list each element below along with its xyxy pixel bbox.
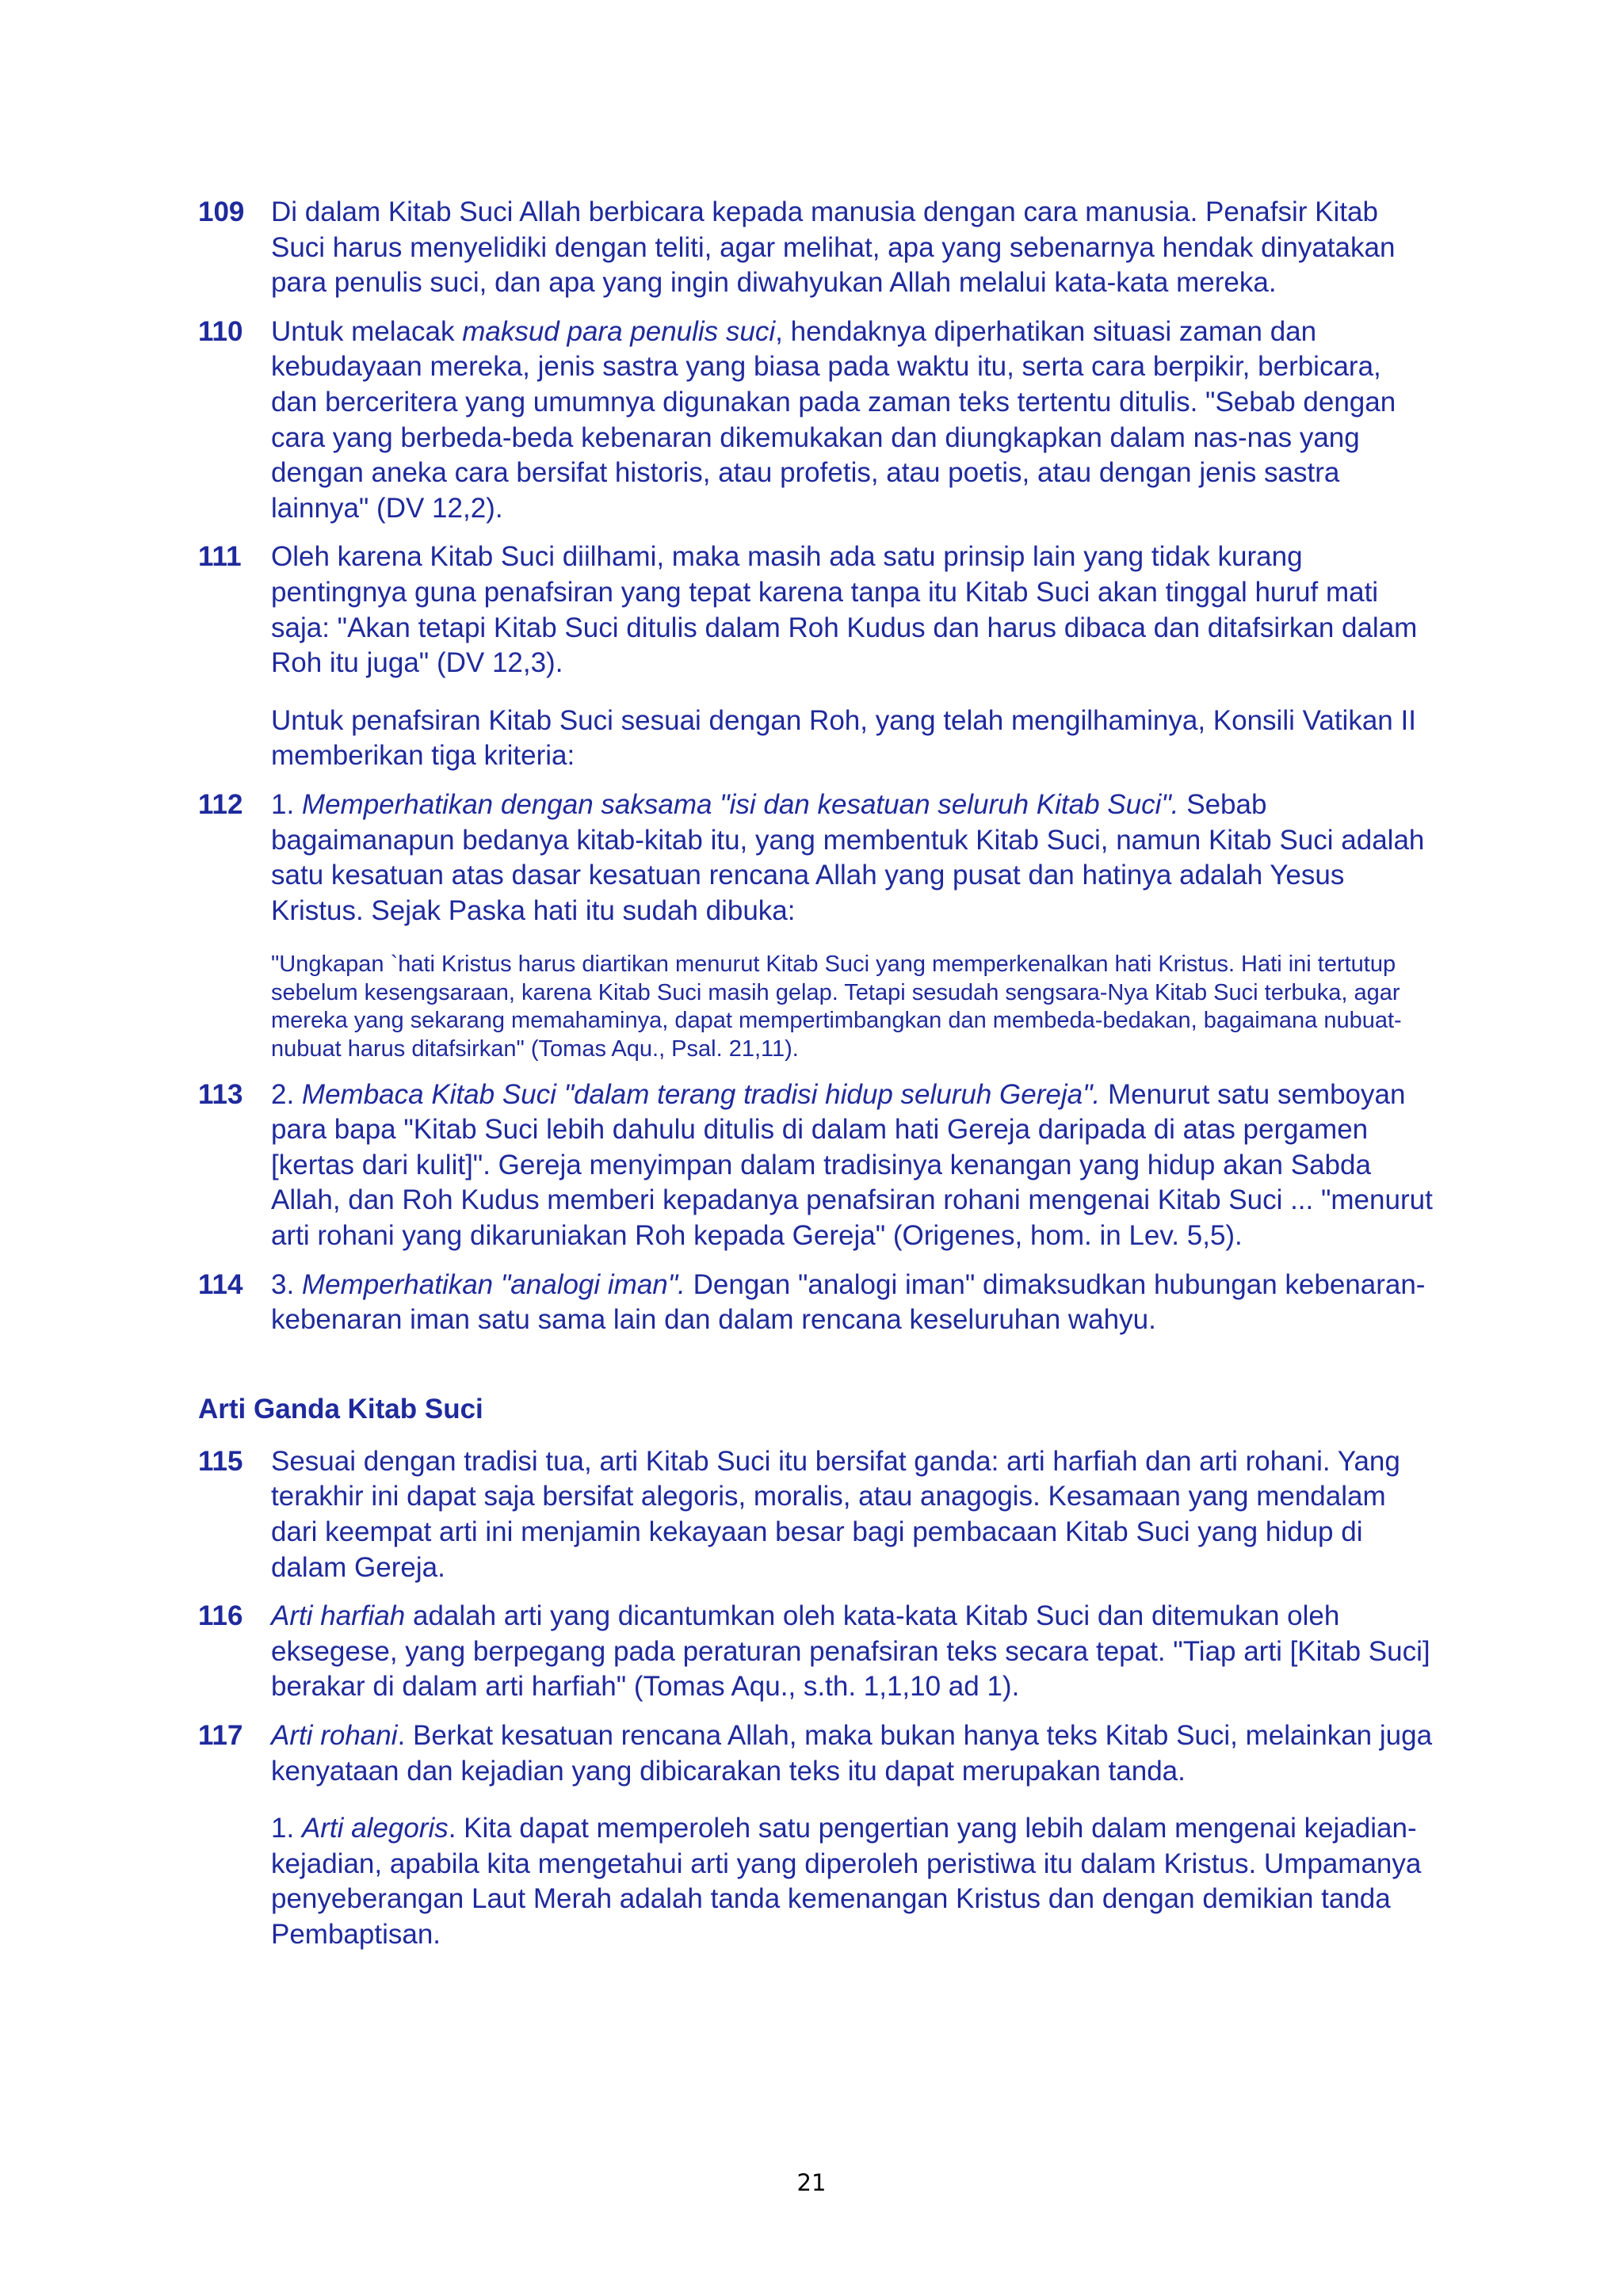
paragraph-body: Sesuai dengan tradisi tua, arti Kitab Suci itu bersifat ganda: arti harfiah dan arti rohani. Yang terakhir ini dapat saja bersifat alegoris, moralis, atau anagogis. Kesamaan yang mendalam dari keempat arti ini menjamin kekayaan besar bagi pembacaan Kitab Suci yang hidup di dalam Gereja. <box>271 1445 1400 1583</box>
paragraph-text <box>271 1718 1434 1789</box>
paragraph-text <box>271 540 1434 681</box>
paragraph-number: 117 <box>198 1719 243 1751</box>
italic-phrase: Memperhatikan "analogi iman". <box>301 1268 685 1300</box>
paragraph-text <box>271 1268 1434 1338</box>
paragraph-number: 113 <box>198 1078 243 1110</box>
paragraph-text <box>271 788 1434 929</box>
paragraph-lead: 1. <box>271 1813 302 1844</box>
paragraph-number: 114 <box>198 1268 243 1300</box>
page-content <box>198 195 1434 1966</box>
paragraph-body: Sebab bagaimanapun bedanya kitab-kitab itu, yang membentuk Kitab Suci, namun Kitab Suci adalah satu kesatuan atas dasar kesatuan rencana Allah yang pusat dan hatinya adalah Yesus Kristus. Sejak Paska hati itu sudah dibuka: <box>271 788 1425 926</box>
paragraph-body: , hendaknya diperhatikan situasi zaman dan kebudayaan mereka, jenis sastra yang biasa pada waktu itu, serta cara berpikir, berbicara, dan berceritera yang umumnya digunakan pada zaman teks tertentu ditulis. "Sebab dengan cara yang berbeda-beda kebenaran dikemukakan dan diungkapkan dalam nas-nas yang dengan aneka cara bersifat historis, atau profetis, atau poetis, atau dengan jenis sastra lainnya" (DV 12,2). <box>271 315 1396 524</box>
paragraph-number: 115 <box>198 1445 243 1477</box>
paragraph-111 <box>198 540 1434 774</box>
paragraph-body: Oleh karena Kitab Suci diilhami, maka masih ada satu prinsip lain yang tidak kurang pentingnya guna penafsiran yang tepat karena tanpa itu Kitab Suci akan tinggal huruf mati saja: "Akan tetapi Kitab Suci ditulis dalam Roh Kudus dan harus dibaca dan ditafsirkan dalam Roh itu juga" (DV 12,3). <box>271 541 1418 679</box>
paragraph-body: Menurut satu semboyan para bapa "Kitab Suci lebih dahulu ditulis di dalam hati Gereja daripada di atas pergamen [kertas dari kulit]". Gereja menyimpan dalam tradisinya kenangan yang hidup akan Sabda Allah, dan Roh Kudus memberi kepadanya penafsiran rohani mengenai Kitab Suci ... "menurut arti rohani yang dikaruniakan Roh kepada Gereja" (Origenes, hom. in Lev. 5,5). <box>271 1078 1433 1252</box>
paragraph-number: 109 <box>198 196 245 227</box>
paragraph-body: . Kita dapat memperoleh satu pengertian yang lebih dalam mengenai kejadian-kejadian, apabila kita mengetahui arti yang diperoleh peristiwa itu dalam Kristus. Umpamanya penyeberangan Laut Merah adalah tanda kemenangan Kristus dan dengan demikian tanda Pembaptisan. <box>271 1813 1422 1950</box>
paragraph-113 <box>198 1077 1434 1254</box>
paragraph-115 <box>198 1444 1434 1585</box>
paragraph-body: Dengan "analogi iman" dimaksudkan hubungan kebenaran-kebenaran iman satu sama lain dan dalam rencana keseluruhan wahyu. <box>271 1268 1426 1336</box>
paragraph-112 <box>198 788 1434 1064</box>
italic-phrase: maksud para penulis suci <box>462 315 776 347</box>
page-number: 21 <box>796 2169 827 2196</box>
section-heading: Arti Ganda Kitab Suci <box>198 1393 483 1425</box>
paragraph-body: Untuk penafsiran Kitab Suci sesuai dengan Roh, yang telah mengilhaminya, Konsili Vatikan II memberikan tiga kriteria: <box>271 704 1416 772</box>
paragraph-body: adalah arti yang dicantumkan oleh kata-kata Kitab Suci dan ditemukan oleh eksegese, yang berpegang pada peraturan penafsiran teks secara tepat. "Tiap arti [Kitab Suci] berakar di dalam arti harfiah" (Tomas Aqu., s.th. 1,1,10 ad 1). <box>271 1600 1430 1703</box>
block-quote: "Ungkapan `hati Kristus harus diartikan menurut Kitab Suci yang memperkenalkan hati Kristus. Hati ini tertutup sebelum kesengsaraan, karena Kitab Suci masih gelap. Tetapi sesudah sengsara-Nya Kitab Suci terbuka, agar mereka yang sekarang memahaminya, dapat mempertimbangkan dan membeda-bedakan, bagaimana nubuat-nubuat harus ditafsirkan" (Tomas Aqu., Psal. 21,11). <box>271 952 1402 1062</box>
paragraph-number: 112 <box>198 788 243 820</box>
paragraph-continuation <box>271 1811 1434 1952</box>
italic-phrase: Arti harfiah <box>271 1600 406 1632</box>
italic-phrase: Memperhatikan dengan saksama "isi dan kesatuan seluruh Kitab Suci". <box>301 788 1179 820</box>
italic-phrase: Membaca Kitab Suci "dalam terang tradisi hidup seluruh Gereja". <box>301 1078 1101 1110</box>
paragraph-continuation <box>271 704 1434 774</box>
italic-phrase: Arti rohani <box>271 1719 398 1751</box>
paragraph-body: . Berkat kesatuan rencana Allah, maka bukan hanya teks Kitab Suci, melainkan juga kenyataan dan kejadian yang dibicarakan teks itu dapat merupakan tanda. <box>271 1719 1433 1787</box>
paragraph-116 <box>198 1599 1434 1705</box>
paragraph-text <box>271 195 1434 301</box>
paragraph-text <box>271 1599 1434 1705</box>
paragraph-109 <box>198 195 1434 301</box>
paragraph-number: 111 <box>198 541 242 573</box>
paragraph-number: 116 <box>198 1600 243 1632</box>
paragraph-body: Di dalam Kitab Suci Allah berbicara kepada manusia dengan cara manusia. Penafsir Kitab Suci harus menyelidiki dengan teliti, agar melihat, apa yang sebenarnya hendak dinyatakan para penulis suci, dan apa yang ingin diwahyukan Allah melalui kata-kata mereka. <box>271 196 1396 299</box>
paragraph-110 <box>198 315 1434 527</box>
paragraph-text <box>271 315 1434 527</box>
paragraph-text <box>271 1077 1434 1254</box>
paragraph-number: 110 <box>198 315 243 347</box>
paragraph-lead: 2. <box>271 1078 302 1110</box>
paragraph-lead: Untuk melacak <box>271 315 463 347</box>
paragraph-lead: 3. <box>271 1268 302 1300</box>
paragraph-lead: 1. <box>271 788 302 820</box>
paragraph-114 <box>198 1268 1434 1338</box>
paragraph-117 <box>198 1718 1434 1953</box>
italic-phrase: Arti alegoris <box>301 1813 449 1844</box>
paragraph-text <box>271 1444 1434 1585</box>
